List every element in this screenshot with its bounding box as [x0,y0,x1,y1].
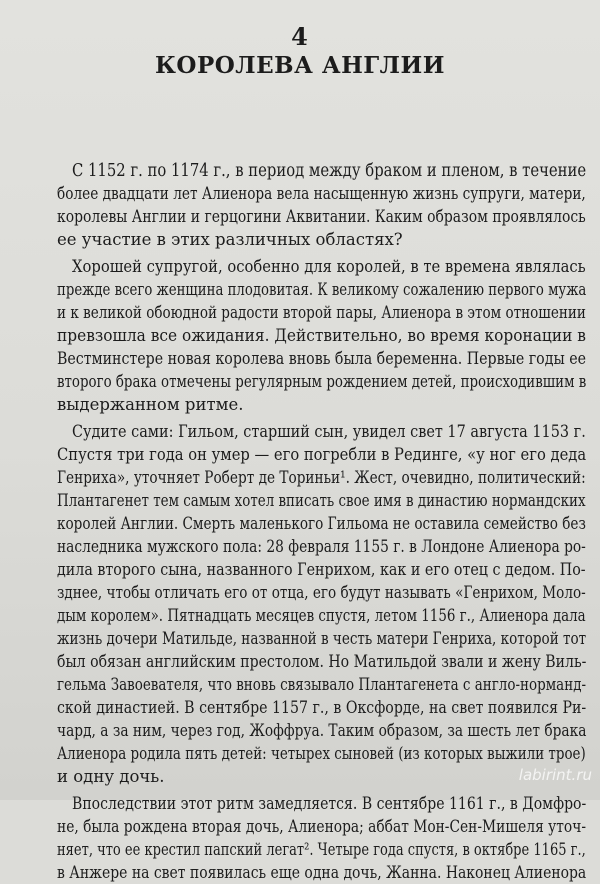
text-line: превзошла все ожидания. Действительно, во время коронации в [57,326,586,345]
text-line: не, была рождена вторая дочь, Алиенора; аббат Мон-Сен-Мишеля уточ- [57,817,586,836]
text-line: прежде всего женщина плодовитая. К великому сожалению первого мужа [57,280,587,299]
text-line: Спустя три года он умер — его погребли в Рединге, «у ног его деда [57,445,587,464]
text-line: ее участие в этих различных областях? [57,230,403,249]
text-line: был обязан английским престолом. Но Матильдой звали и жену Виль- [57,652,587,671]
text-line: королевы Англии и герцогини Аквитании. Каким образом проявлялось [57,207,586,226]
text-line: в Анжере на свет появилась еще одна дочь, Жанна. Наконец Алиенора [57,863,587,882]
text-line: наследника мужского пола: 28 февраля 1155 г. в Лондоне Алиенора ро- [57,537,586,556]
text-line: зднее, чтобы отличать его от отца, его будут называть «Генрихом, Моло- [57,583,586,602]
text-line: выдержанном ритме. [57,395,244,414]
chapter-number: 4 [291,22,309,51]
watermark: labirint.ru [518,766,592,784]
text-line: Хорошей супругой, особенно для королей, в те времена являлась [72,257,586,276]
text-line: няет, что ее крестил папский легат². Четыре года спустя, в октябре 1165 г., [57,840,586,859]
text-line: дила второго сына, названного Генрихом, как и его отец с дедом. По- [57,560,586,579]
text-line: Плантагенет тем самым хотел вписать свое имя в династию нормандских [57,491,586,510]
text-line: жизнь дочери Матильде, названной в честь матери Генриха, которой тот [57,629,587,648]
text-line: и к великой обоюдной радости второй пары, Алиенора в этом отношении [57,303,586,322]
text-line: более двадцати лет Алиенора вела насыщенную жизнь супруги, матери, [57,184,586,203]
text-line: дым королем». Пятнадцать месяцев спустя, летом 1156 г., Алиенора дала [57,606,586,625]
text-line: гельма Завоевателя, что вновь связывало Плантагенета с англо-норманд- [57,675,587,694]
text-line: чард, а за ним, через год, Жоффруа. Таким образом, за шесть лет брака [57,721,587,740]
chapter-title: КОРОЛЕВА АНГЛИИ [155,52,445,79]
text-line: Впоследствии этот ритм замедляется. В сентябре 1161 г., в Домфро- [72,794,587,813]
text-line: ской династией. В сентябре 1157 г., в Оксфорде, на свет появился Ри- [57,698,587,717]
text-line: королей Англии. Смерть маленького Гильома не оставила семейство без [57,514,586,533]
text-line: С 1152 г. по 1174 г., в период между браком и пленом, в течение [72,161,587,181]
text-line: Судите сами: Гильом, старший сын, увидел свет 17 августа 1153 г. [72,422,586,441]
text-line: второго брака отмечены регулярным рождением детей, происходившим в [57,372,587,391]
text-line: Генриха», уточняет Роберт де Ториньи¹. Жест, очевидно, политический: [57,468,586,487]
text-line: Алиенора родила пять детей: четырех сыновей (из которых выжили трое) [57,744,586,763]
text-line: и одну дочь. [57,767,165,786]
text-line: Вестминстере новая королева вновь была беременна. Первые годы ее [57,349,587,368]
